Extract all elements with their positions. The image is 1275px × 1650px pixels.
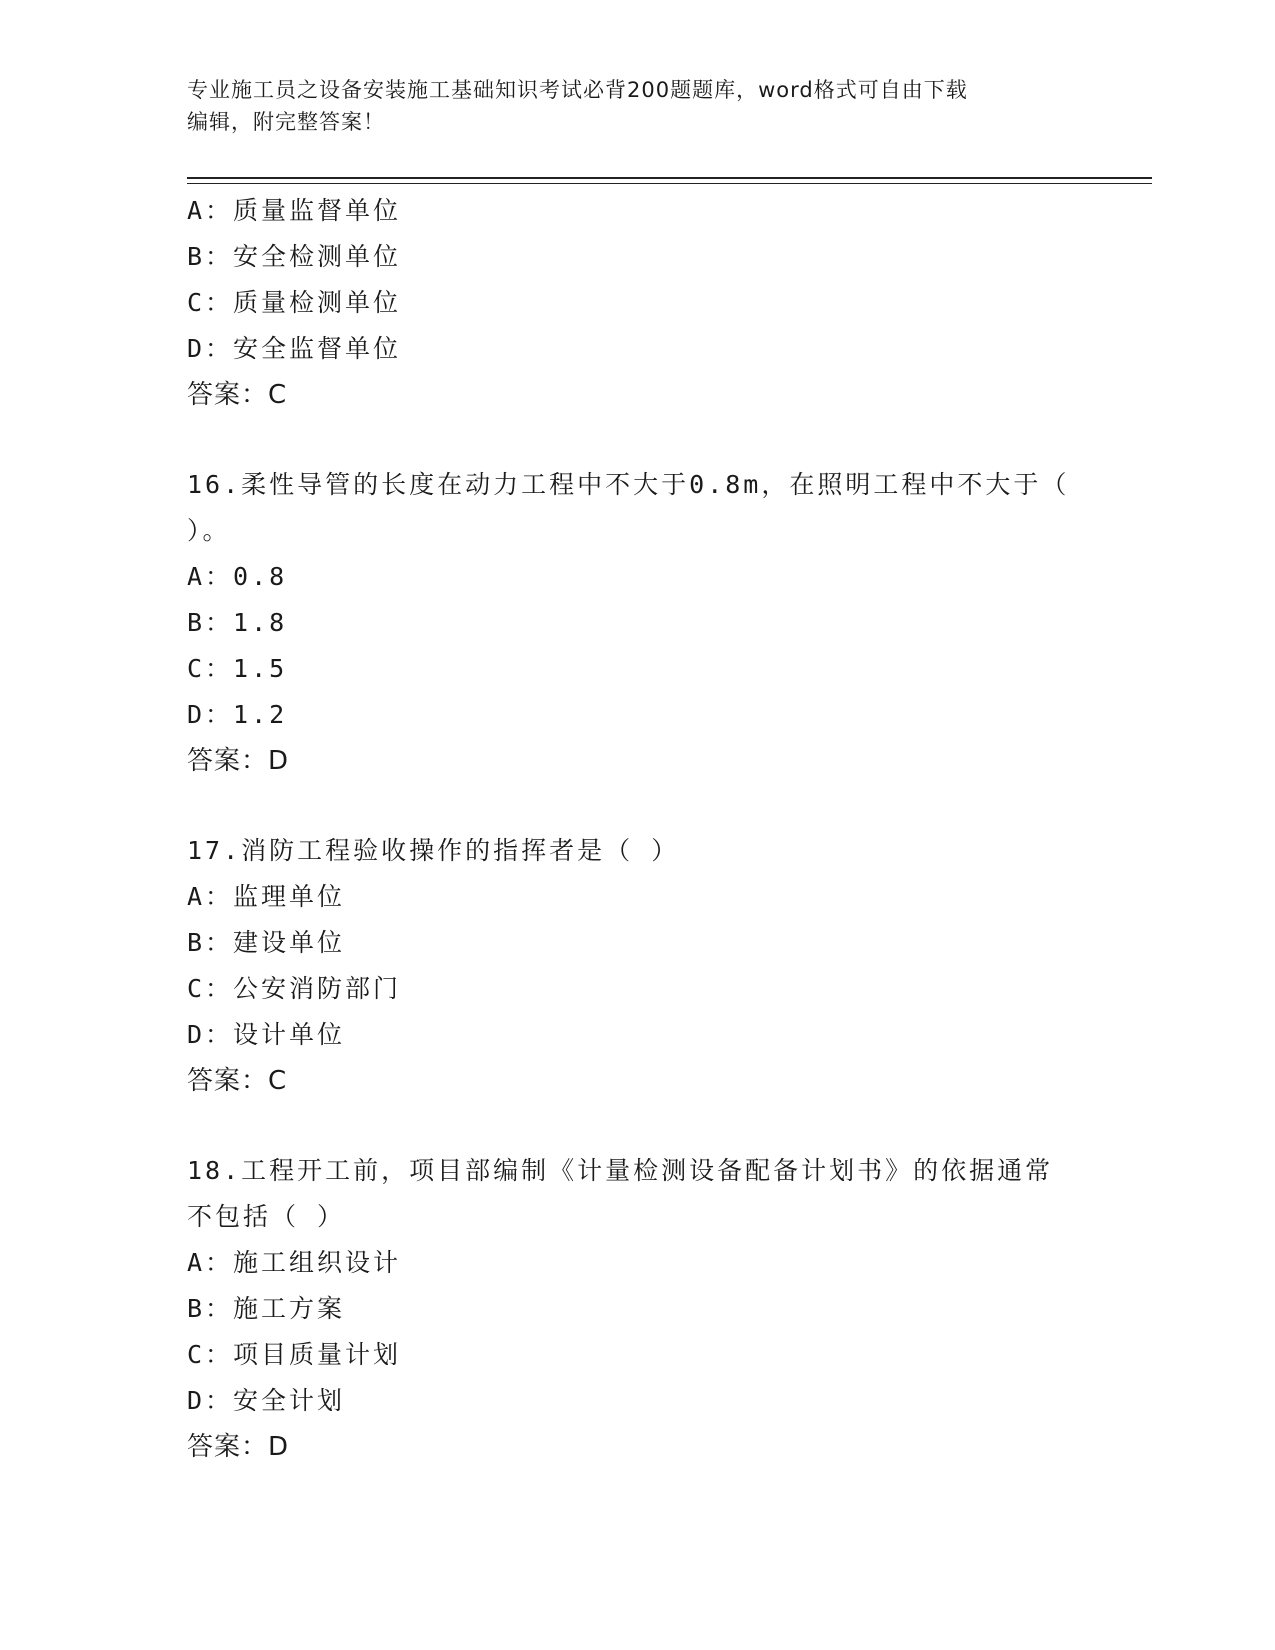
option-d: D：安全计划 <box>187 1386 346 1415</box>
option-b: B：1.8 <box>187 608 288 637</box>
header-line-1: 专业施工员之设备安装施工基础知识考试必背200题题库，word格式可自由下载 <box>187 78 968 102</box>
question-17 <box>187 828 1087 1104</box>
header-line-2: 编辑，附完整答案！ <box>187 110 385 134</box>
option-c: C：质量检测单位 <box>187 288 402 317</box>
option-c: C：公安消防部门 <box>187 974 402 1003</box>
question-15-continued <box>187 188 1087 418</box>
header-divider-thick <box>187 177 1152 179</box>
answer-line: 答案：D <box>187 746 290 776</box>
option-d: D：1.2 <box>187 700 288 729</box>
question-text-line: 17.消防工程验收操作的指挥者是（ ） <box>187 836 680 865</box>
option-d: D：设计单位 <box>187 1020 346 1049</box>
question-text-line: 18.工程开工前，项目部编制《计量检测设备配备计划书》的依据通常 <box>187 1156 1054 1185</box>
option-b: B：安全检测单位 <box>187 242 402 271</box>
question-list <box>187 188 1087 1470</box>
answer-line: 答案：C <box>187 380 288 410</box>
question-text-line: 不包括（ ） <box>187 1202 346 1231</box>
option-c: C：项目质量计划 <box>187 1340 402 1369</box>
answer-line: 答案：C <box>187 1066 288 1096</box>
question-18 <box>187 1148 1087 1470</box>
document-header <box>187 74 1087 138</box>
option-a: A：0.8 <box>187 562 288 591</box>
option-b: B：施工方案 <box>187 1294 346 1323</box>
option-a: A：监理单位 <box>187 882 346 911</box>
option-a: A：质量监督单位 <box>187 196 402 225</box>
header-divider-thin <box>187 183 1152 184</box>
option-d: D：安全监督单位 <box>187 334 402 363</box>
answer-line: 答案：D <box>187 1432 290 1462</box>
question-16 <box>187 462 1087 784</box>
option-a: A：施工组织设计 <box>187 1248 402 1277</box>
question-text-line: ）。 <box>187 516 231 545</box>
option-c: C：1.5 <box>187 654 288 683</box>
question-text-line: 16.柔性导管的长度在动力工程中不大于0.8m，在照明工程中不大于（ <box>187 470 1070 499</box>
option-b: B：建设单位 <box>187 928 346 957</box>
